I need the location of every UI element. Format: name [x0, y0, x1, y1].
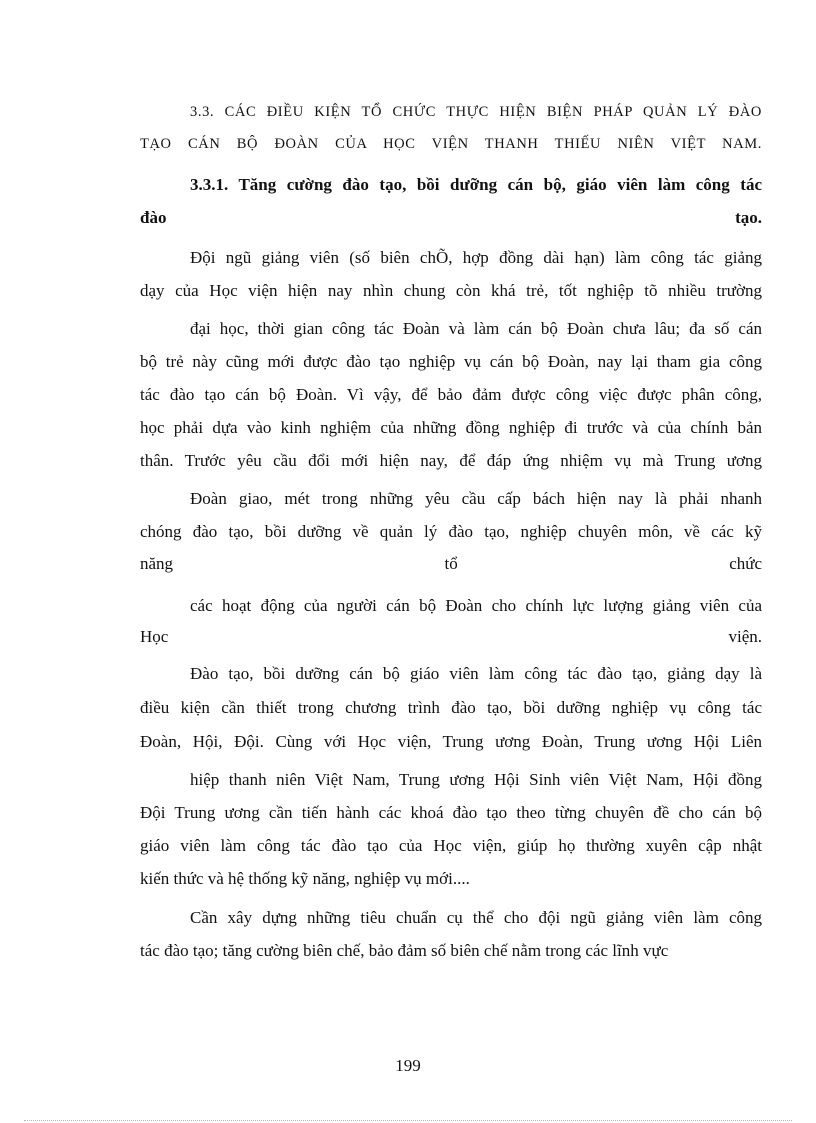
paragraph-6-line-2: Đội Trung ương cần tiến hành các khoá đào tạo theo từng chuyên đề cho cán bộ	[140, 803, 762, 822]
paragraph-6-line-1: hiệp thanh niên Việt Nam, Trung ương Hội Sinh viên Việt Nam, Hội đồng	[190, 770, 762, 789]
section-heading-line-1: 3.3. CÁC ĐIỀU KIỆN TỔ CHỨC THỰC HIỆN BIỆN PHÁP QUẢN LÝ ĐÀO	[190, 104, 762, 120]
paragraph-2-line-5: thân. Trước yêu cầu đổi mới hiện nay, để đáp ứng nhiệm vụ mà Trung ương	[140, 451, 762, 470]
subsection-heading-line-2: đào tạo.	[140, 208, 762, 227]
paragraph-2-line-4: học phải dựa vào kinh nghiệm của những đồng nghiệp đi trước và của chính bản	[140, 418, 762, 437]
paragraph-4-line-1: các hoạt động của người cán bộ Đoàn cho chính lực lượng giảng viên của	[190, 596, 762, 615]
paragraph-3-line-2: chóng đào tạo, bồi dưỡng về quản lý đào tạo, nghiệp chuyên môn, về các kỹ	[140, 522, 762, 541]
page-bottom-divider	[24, 1120, 792, 1121]
paragraph-3-line-1: Đoàn giao, mét trong những yêu cầu cấp bách hiện nay là phải nhanh	[190, 489, 762, 508]
paragraph-6-line-4: kiến thức và hệ thống kỹ năng, nghiệp vụ mới....	[140, 869, 470, 888]
paragraph-2-line-3: tác đào tạo cán bộ Đoàn. Vì vậy, để bảo đảm được công việc được phân công,	[140, 385, 762, 404]
paragraph-1-line-1: Đội ngũ giảng viên (số biên chÕ, hợp đồng dài hạn) làm công tác giảng	[190, 248, 762, 267]
paragraph-7-line-2: tác đào tạo; tăng cường biên chế, bảo đảm số biên chế nằm trong các lĩnh vực	[140, 941, 669, 960]
paragraph-1-line-2: dạy của Học viện hiện nay nhìn chung còn khá trẻ, tốt nghiệp tõ nhiều trường	[140, 281, 762, 300]
paragraph-7-line-1: Cần xây dựng những tiêu chuẩn cụ thể cho đội ngũ giảng viên làm công	[190, 908, 762, 927]
section-heading-line-2: TẠO CÁN BỘ ĐOÀN CỦA HỌC VIỆN THANH THIẾU NIÊN VIỆT NAM.	[140, 136, 762, 152]
page-number: 199	[395, 1056, 421, 1075]
subsection-heading-line-1: 3.3.1. Tăng cường đào tạo, bồi dưỡng cán bộ, giáo viên làm công tác	[190, 175, 762, 194]
paragraph-3-line-3: năng tổ chức	[140, 554, 762, 573]
paragraph-5-line-1: Đào tạo, bồi dưỡng cán bộ giáo viên làm công tác đào tạo, giảng dạy là	[190, 664, 762, 683]
paragraph-6-line-3: giáo viên làm công tác đào tạo của Học viện, giúp họ thường xuyên cập nhật	[140, 836, 762, 855]
paragraph-4-line-2: Học viện.	[140, 627, 762, 646]
paragraph-5-line-2: điều kiện cần thiết trong chương trình đào tạo, bồi dưỡng nghiệp vụ công tác	[140, 698, 762, 717]
paragraph-5-line-3: Đoàn, Hội, Đội. Cùng với Học viện, Trung ương Đoàn, Trung ương Hội Liên	[140, 732, 762, 751]
paragraph-2-line-1: đại học, thời gian công tác Đoàn và làm cán bộ Đoàn chưa lâu; đa số cán	[190, 319, 762, 338]
paragraph-2-line-2: bộ trẻ này cũng mới được đào tạo nghiệp vụ cán bộ Đoàn, nay lại tham gia công	[140, 352, 762, 371]
